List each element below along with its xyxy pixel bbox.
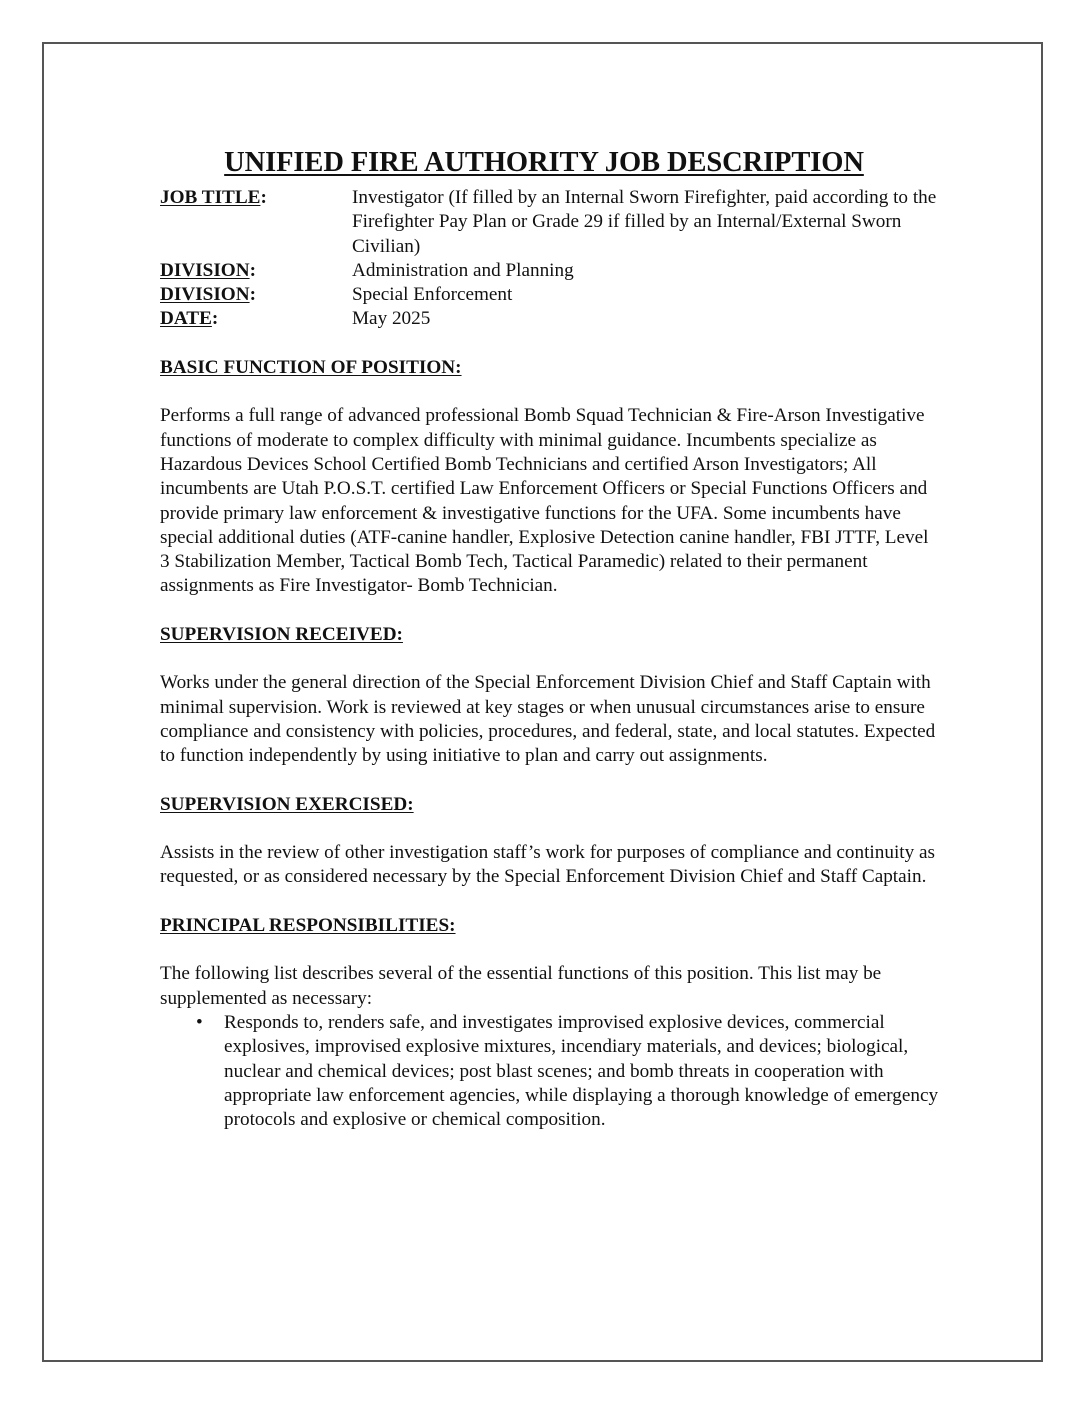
meta-label: JOB TITLE:: [160, 187, 267, 208]
list-item-text: Responds to, renders safe, and investigates improvised explosive devices, commercial explosives, improvised explosive mixtures, incendiary materials, and devices; biological, nuclear and chemical devices; post blast scenes; and bomb threats in cooperation with appropriate law enforcement agencies, while displaying a thorough knowledge of emergency protocols and explosive or chemical composition.: [224, 1011, 939, 1131]
section-paragraph: The following list describes several of the essential functions of this position. This list may be supplemented as necessary:: [160, 963, 882, 1009]
meta-label: DIVISION:: [160, 284, 256, 306]
section-paragraph: Performs a full range of advanced professional Bomb Squad Technician & Fire-Arson Investigative functions of moderate to complex difficulty with minimal guidance. Incumbents specialize as Hazardous Devices School Certified Bomb Technicians and certified Arson Investigators; All incumbents are Utah P.O.S.T. certified Law Enforcement Officers or Special Functions Officers and provide primary law enforcement & investigative functions for the UFA. Some incumbents have special additional duties (ATF-canine handler, Explosive Detection canine handler, FBI JTTF, Level 3 Stabilization Member, Tactical Bomb Tech, Tactical Paramedic) related to their permanent assignments as Fire Investigator- Bomb Technician.: [160, 405, 929, 597]
meta-row-date: [160, 307, 940, 331]
meta-label: DIVISION:: [160, 259, 256, 281]
job-metadata: [160, 186, 940, 332]
meta-value-job-title: Investigator (If filled by an Internal Sworn Firefighter, paid according to the Firefighter Pay Plan or Grade 29 if filled by an Internal/External Sworn Civilian): [352, 187, 937, 257]
section-heading: PRINCIPAL RESPONSIBILITIES:: [160, 914, 456, 936]
meta-row-division: [160, 283, 940, 307]
meta-label: DATE:: [160, 308, 219, 330]
section-paragraph: Works under the general direction of the Special Enforcement Division Chief and Staff Captain with minimal supervision. Work is reviewed at key stages or when unusual circumstances arise to ensure compliance and consistency with policies, procedures, and federal, state, and local statutes. Expected to function independently by using initiative to plan and carry out assignments.: [160, 672, 936, 767]
section-paragraph: Assists in the review of other investigation staff’s work for purposes of compliance and continuity as requested, or as considered necessary by the Special Enforcement Division Chief and Staff Captain.: [160, 842, 935, 888]
bullet-icon: •: [196, 1011, 203, 1033]
meta-value-division: Administration and Planning: [352, 259, 574, 281]
section-principal-responsibilities: [160, 914, 940, 1133]
document-title-text: UNIFIED FIRE AUTHORITY JOB DESCRIPTION: [224, 147, 864, 179]
meta-row-job-title: [160, 186, 940, 259]
meta-row-division: [160, 259, 940, 283]
document-body: [160, 186, 940, 1132]
section-heading: BASIC FUNCTION OF POSITION:: [160, 356, 462, 378]
section-supervision-received: [160, 623, 940, 769]
meta-value-date: May 2025: [352, 308, 431, 330]
section-heading: SUPERVISION RECEIVED:: [160, 623, 403, 645]
section-supervision-exercised: [160, 793, 940, 890]
section-heading: SUPERVISION EXERCISED:: [160, 793, 414, 815]
meta-value-division: Special Enforcement: [352, 284, 513, 306]
section-basic-function: [160, 356, 940, 599]
list-item: [160, 1011, 940, 1132]
responsibilities-list: [160, 1011, 940, 1132]
document-title: [0, 145, 1088, 181]
